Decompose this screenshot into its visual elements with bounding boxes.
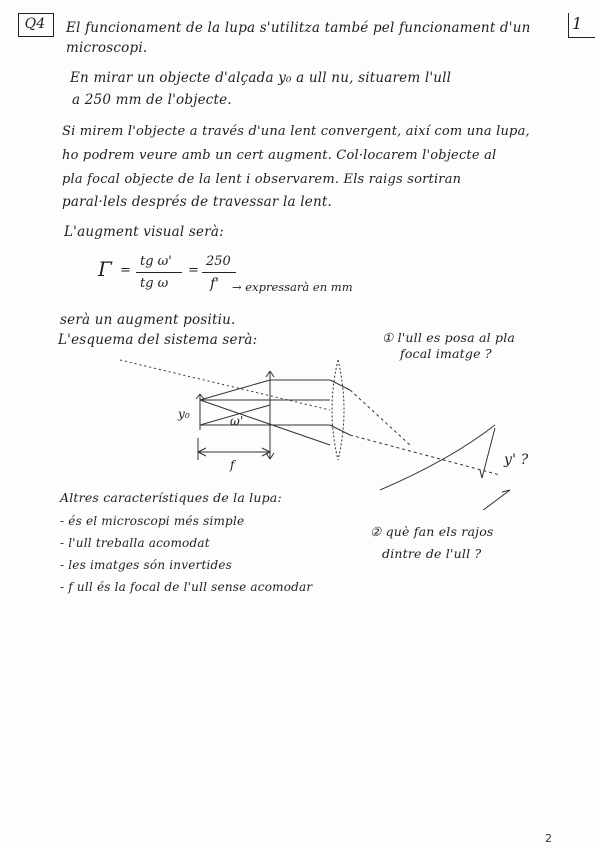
page-number: 1 [572,14,583,33]
diagram-note-1-line-1: ① l'ull es posa al pla [382,330,516,345]
formula-gamma: Γ [98,257,112,281]
paragraph-1-line-1: El funcionament de la lupa s'utilitza també pel funcionament d'un [66,20,531,36]
paragraph-1-line-2: microscopi. [66,40,148,56]
characteristics-item-1: - és el microscopi més simple [60,514,245,528]
diagram-note-1-line-2: focal imatge ? [400,346,492,361]
question-label: Q4 [24,16,46,32]
formula-fraction-line-2 [202,272,236,273]
diagram-note-2-line-2: dintre de l'ull ? [382,546,482,561]
formula-denominator-1: tg ω [140,276,169,291]
formula-note: → expressarà en mm [232,280,353,294]
after-formula-line-1: serà un augment positiu. [60,312,236,328]
paragraph-4: L'augment visual serà: [64,224,224,240]
diagram-label-y-prime: y' ? [504,452,529,468]
bottom-page-mark: 2 [545,832,552,845]
diagram-label-omega: ω' [230,414,244,428]
paragraph-3-line-1: Si mirem l'objecte a través d'una lent convergent, així com una lupa, [62,124,530,139]
characteristics-item-3: - les imatges són invertides [60,558,233,572]
after-formula-line-2: L'esquema del sistema serà: [58,332,258,348]
paragraph-2-line-1: En mirar un objecte d'alçada y₀ a ull nu, situarem l'ull [70,70,452,86]
diagram-label-f: f [230,458,235,472]
formula-numerator-2: 250 [206,254,231,269]
diagram-label-y0: y₀ [178,407,190,421]
formula-equals-1: = [120,263,131,278]
paragraph-3-line-4: paral·lels després de travessar la lent. [62,194,332,210]
formula-equals-2: = [188,263,199,278]
paragraph-2-line-2: a 250 mm de l'objecte. [72,92,232,108]
characteristics-item-4: - f ull és la focal de l'ull sense acomodar [60,580,313,594]
formula-numerator-1: tg ω' [140,254,172,269]
diagram-note-2-line-1: ② què fan els rajos [370,524,494,539]
paragraph-3-line-2: ho podrem veure amb un cert augment. Col·locarem l'objecte al [62,148,497,163]
lens-diagram [110,350,550,510]
formula-fraction-line-1 [136,272,182,273]
characteristics-item-2: - l'ull treballa acomodat [60,536,210,550]
characteristics-title: Altres característiques de la lupa: [60,490,282,505]
formula-denominator-2: f' [210,276,220,292]
paragraph-3-line-3: pla focal objecte de la lent i observarem. Els raigs sortiran [62,172,462,187]
